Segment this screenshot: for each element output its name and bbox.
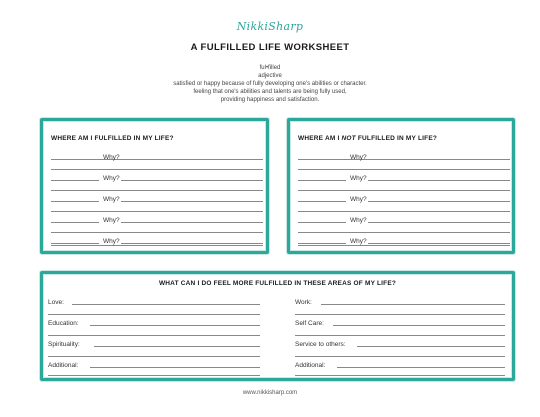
area-label: Work: [295, 299, 312, 306]
area-row-service[interactable] [295, 338, 505, 348]
why-row[interactable] [51, 214, 263, 224]
area-row-spirituality[interactable] [48, 338, 260, 348]
definition-block [0, 64, 540, 104]
area-label: Additional: [48, 362, 79, 369]
area-line[interactable] [94, 346, 260, 347]
area-line[interactable] [337, 367, 505, 368]
answer-line[interactable] [298, 243, 346, 244]
writing-line[interactable] [51, 232, 263, 233]
why-line[interactable] [121, 222, 263, 223]
why-label: Why? [103, 217, 120, 224]
writing-line[interactable] [298, 245, 510, 246]
area-line[interactable] [321, 304, 505, 305]
why-line[interactable] [368, 222, 510, 223]
fulfilled-box [40, 118, 269, 254]
answer-line[interactable] [51, 222, 99, 223]
why-row[interactable] [298, 214, 510, 224]
why-line[interactable] [368, 180, 510, 181]
definition-line: providing happiness and satisfaction. [220, 97, 320, 103]
area-row-self-care[interactable] [295, 317, 505, 327]
improve-heading: WHAT CAN I DO FEEL MORE FULFILLED IN THESE AREAS OF MY LIFE? [158, 280, 397, 287]
improve-box [40, 271, 515, 381]
page-title: A FULFILLED LIFE WORKSHEET [190, 42, 350, 53]
writing-line[interactable] [295, 314, 505, 315]
area-line[interactable] [72, 304, 260, 305]
definition-line: satisfied or happy because of fully developing one's abilities or character. [173, 81, 367, 87]
writing-line[interactable] [51, 190, 263, 191]
why-label: Why? [103, 175, 120, 182]
not-fulfilled-heading: WHERE AM I NOT FULFILLED IN MY LIFE? [298, 135, 438, 142]
writing-line[interactable] [295, 356, 505, 357]
writing-line[interactable] [48, 356, 260, 357]
answer-line[interactable] [298, 201, 346, 202]
why-line[interactable] [121, 159, 263, 160]
area-line[interactable] [90, 367, 260, 368]
writing-line[interactable] [295, 375, 505, 376]
why-row[interactable] [298, 235, 510, 245]
answer-line[interactable] [51, 159, 99, 160]
definition-word: ful•filled [259, 65, 281, 71]
area-row-work[interactable] [295, 296, 505, 306]
writing-line[interactable] [48, 375, 260, 376]
area-row-additional[interactable] [48, 359, 260, 369]
why-label: Why? [350, 196, 367, 203]
area-label: Spirituality: [48, 341, 80, 348]
area-line[interactable] [357, 346, 505, 347]
answer-line[interactable] [298, 222, 346, 223]
why-label: Why? [103, 154, 120, 161]
why-row[interactable] [298, 151, 510, 161]
why-row[interactable] [51, 151, 263, 161]
writing-line[interactable] [298, 169, 510, 170]
emphasis-not: NOT [341, 135, 356, 142]
why-label: Why? [350, 217, 367, 224]
area-row-additional[interactable] [295, 359, 505, 369]
area-label: Service to others: [295, 341, 346, 348]
area-line[interactable] [333, 325, 505, 326]
area-label: Love: [48, 299, 64, 306]
answer-line[interactable] [298, 159, 346, 160]
why-row[interactable] [298, 172, 510, 182]
definition-line: feeling that one's abilities and talents are being fully used, [193, 89, 347, 95]
writing-line[interactable] [51, 169, 263, 170]
area-label: Education: [48, 320, 79, 327]
why-label: Why? [350, 238, 367, 245]
area-row-education[interactable] [48, 317, 260, 327]
writing-line[interactable] [48, 335, 260, 336]
answer-line[interactable] [51, 201, 99, 202]
why-row[interactable] [51, 235, 263, 245]
why-line[interactable] [121, 201, 263, 202]
writing-line[interactable] [298, 232, 510, 233]
why-line[interactable] [121, 243, 263, 244]
area-line[interactable] [90, 325, 260, 326]
area-label: Additional: [295, 362, 326, 369]
why-line[interactable] [121, 180, 263, 181]
why-label: Why? [103, 238, 120, 245]
area-row-love[interactable] [48, 296, 260, 306]
writing-line[interactable] [298, 190, 510, 191]
why-row[interactable] [51, 172, 263, 182]
writing-line[interactable] [295, 335, 505, 336]
why-label: Why? [103, 196, 120, 203]
footer-url: www.nikkisharp.com [242, 390, 298, 396]
writing-line[interactable] [51, 245, 263, 246]
why-line[interactable] [368, 201, 510, 202]
answer-line[interactable] [51, 243, 99, 244]
brand-logo: NikkiSharp [236, 20, 304, 33]
why-line[interactable] [368, 243, 510, 244]
answer-line[interactable] [298, 180, 346, 181]
writing-line[interactable] [51, 211, 263, 212]
writing-line[interactable] [298, 211, 510, 212]
why-line[interactable] [368, 159, 510, 160]
not-fulfilled-box [287, 118, 515, 254]
area-label: Self Care: [295, 320, 324, 327]
why-label: Why? [350, 175, 367, 182]
why-row[interactable] [51, 193, 263, 203]
why-row[interactable] [298, 193, 510, 203]
why-label: Why? [350, 154, 367, 161]
answer-line[interactable] [51, 180, 99, 181]
fulfilled-heading: WHERE AM I FULFILLED IN MY LIFE? [51, 135, 174, 142]
definition-part-of-speech: adjective [258, 73, 282, 79]
writing-line[interactable] [48, 314, 260, 315]
